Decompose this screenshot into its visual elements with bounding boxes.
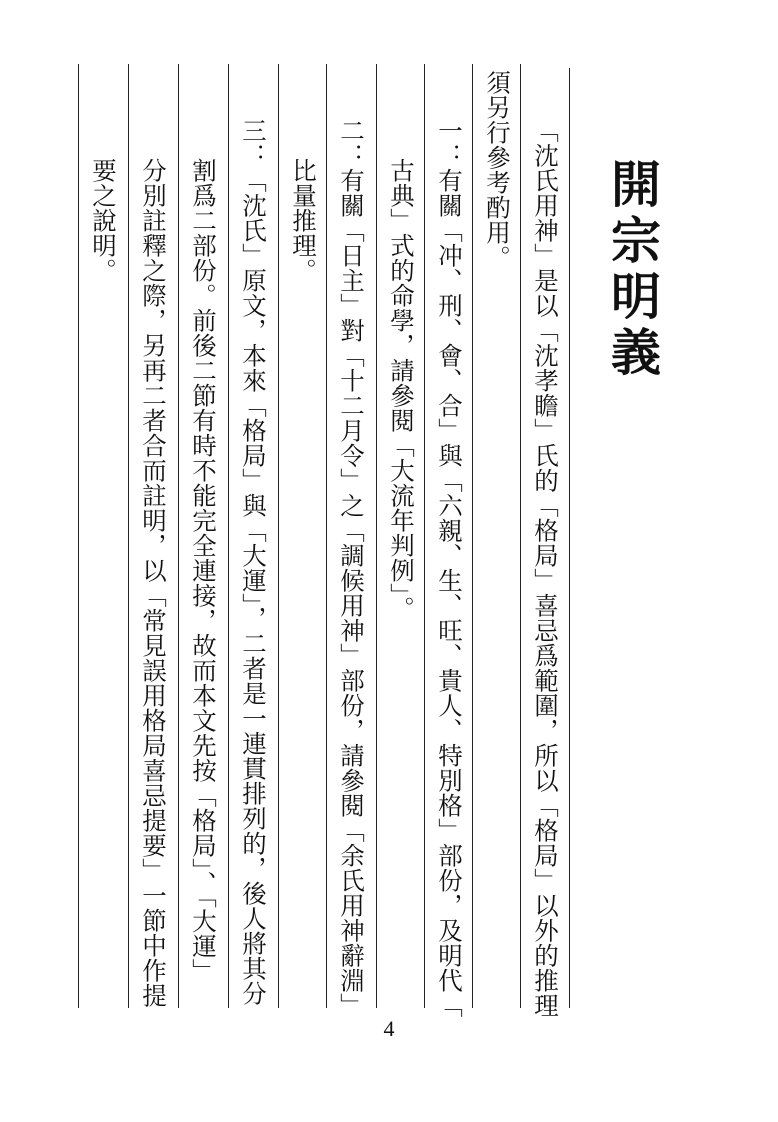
column-rule: [128, 64, 129, 1008]
column-rule: [228, 64, 229, 1008]
column-rule: [520, 64, 521, 1008]
column-rule: [78, 64, 79, 1008]
column-rule: [326, 64, 327, 1008]
page-number: 4: [383, 1016, 395, 1041]
column-rule: [178, 64, 179, 1008]
column-rule: [376, 64, 377, 1008]
page-title: 開宗明義: [603, 158, 661, 382]
text-column: 「沈氏用神」是以「沈孝瞻」氏的「格局」喜忌爲範圍，所以「格局」以外的推理: [531, 118, 560, 1018]
text-column: 二：有關「日主」對「十二月令」之「調候用神」部份，請參閱「余氏用神辭淵」: [337, 118, 366, 1018]
text-column: 一：有關「冲、刑、會、合」與「六親、生、旺、貴人、特別格」部份，及明代「: [435, 118, 464, 1018]
text-column: 分別註釋之際，另再二者合而註明，以「常見誤用格局喜忌提要」一節中作提: [139, 158, 168, 1008]
column-rule: [472, 64, 473, 1008]
text-column: 要之說明。: [89, 158, 118, 283]
column-rule: [278, 64, 279, 1008]
column-rule: [569, 68, 570, 1008]
column-rule: [424, 64, 425, 1008]
text-column: 割爲二部份。前後二節有時不能完全連接，故而本文先按「格局」、「大運」: [189, 158, 218, 984]
text-column: 古典」式的命學，請參閱「大流年判例」。: [387, 158, 416, 621]
text-column: 須另行參考酌用。: [483, 70, 512, 270]
text-column: 三：「沈氏」原文，本來「格局」與「大運」，二者是一連貫排列的，後人將其分: [239, 118, 268, 1006]
text-column: 比量推理。: [289, 158, 318, 283]
